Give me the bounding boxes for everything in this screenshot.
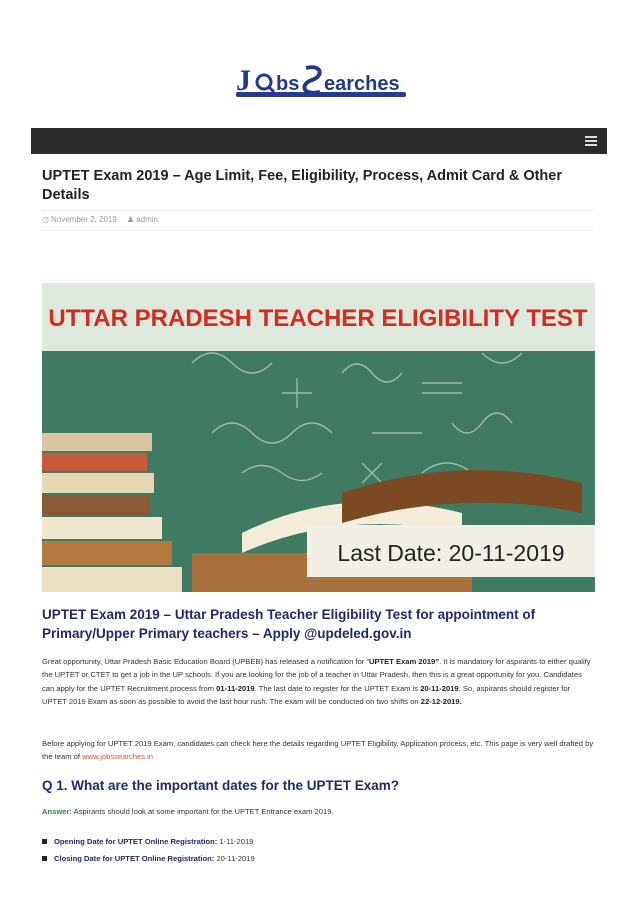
logo-text-earches: earches	[324, 73, 400, 95]
site-link[interactable]: www.jobssearches.in	[82, 752, 154, 762]
user-icon: ♟	[127, 215, 135, 224]
hero-image	[42, 283, 595, 592]
answer-text: Aspirants should look at some important for the UPTET Entrance exam 2019.	[71, 807, 334, 816]
article-subheading: UPTET Exam 2019 – Uttar Pradesh Teacher Eligibility Test for appointment of Primary/Upper Primary teachers – Apply @updeled.gov.in	[42, 607, 536, 641]
post-author[interactable]: admin	[136, 215, 159, 224]
main-navbar	[31, 128, 607, 154]
logo-s-icon	[304, 67, 320, 93]
site-logo[interactable]	[232, 56, 412, 108]
hero-heading: UTTAR PRADESH TEACHER ELIGIBILITY TEST	[48, 305, 588, 332]
magnifier-icon	[257, 75, 271, 89]
answer-line	[42, 807, 334, 816]
details-paragraph: Before applying for UPTET 2019 Exam, candidates can check here the details regarding UPTET Eligibility, Application process, etc. This page is very well drafted by the team of www.jobssearches.in	[42, 739, 594, 762]
question-heading: Q 1. What are the important dates for the UPTET Exam?	[42, 778, 400, 793]
logo-text-bs: bs	[276, 73, 300, 95]
post-meta	[42, 215, 158, 224]
bullet-icon	[42, 839, 47, 844]
bullet-icon	[42, 856, 47, 861]
menu-icon[interactable]	[585, 136, 597, 146]
intro-paragraph: Great opportunity, Uttar Pradesh Basic Education Board (UPBEB) has released a notification for “UPTET Exam 2019”. It is mandatory for aspirants to either qualify the UPTET or CTET to get a job in the UP schools. If you are looking for the job of a teacher in Uttar Pradesh, then this is a great opportunity for you. Candidates can apply for the UPTET Recruitment process from 01-11-2019. The last date to register for the UPTET Exam is 20-11-2019. So, aspirants should register for UPTET 2019 Exam as soon as possible to avoid the last hour rush. The exam will be conducted on two shifts on 22-12-2019.	[42, 657, 591, 707]
divider	[42, 230, 594, 231]
hero-last-date: Last Date: 20-11-2019	[337, 540, 565, 566]
post-title: UPTET Exam 2019 – Age Limit, Fee, Eligibility, Process, Admit Card & Other Details	[42, 168, 562, 203]
divider	[42, 210, 594, 211]
list-item: Opening Date for UPTET Online Registration: 1-11-2019	[42, 833, 255, 850]
post-date[interactable]: November 2, 2019	[50, 215, 117, 224]
clock-icon: ◷	[42, 215, 49, 224]
answer-label: Answer:	[42, 807, 72, 816]
logo-letter-j: J	[236, 64, 251, 97]
dates-list	[42, 833, 255, 867]
list-item: Closing Date for UPTET Online Registration: 20-11-2019	[42, 850, 255, 867]
